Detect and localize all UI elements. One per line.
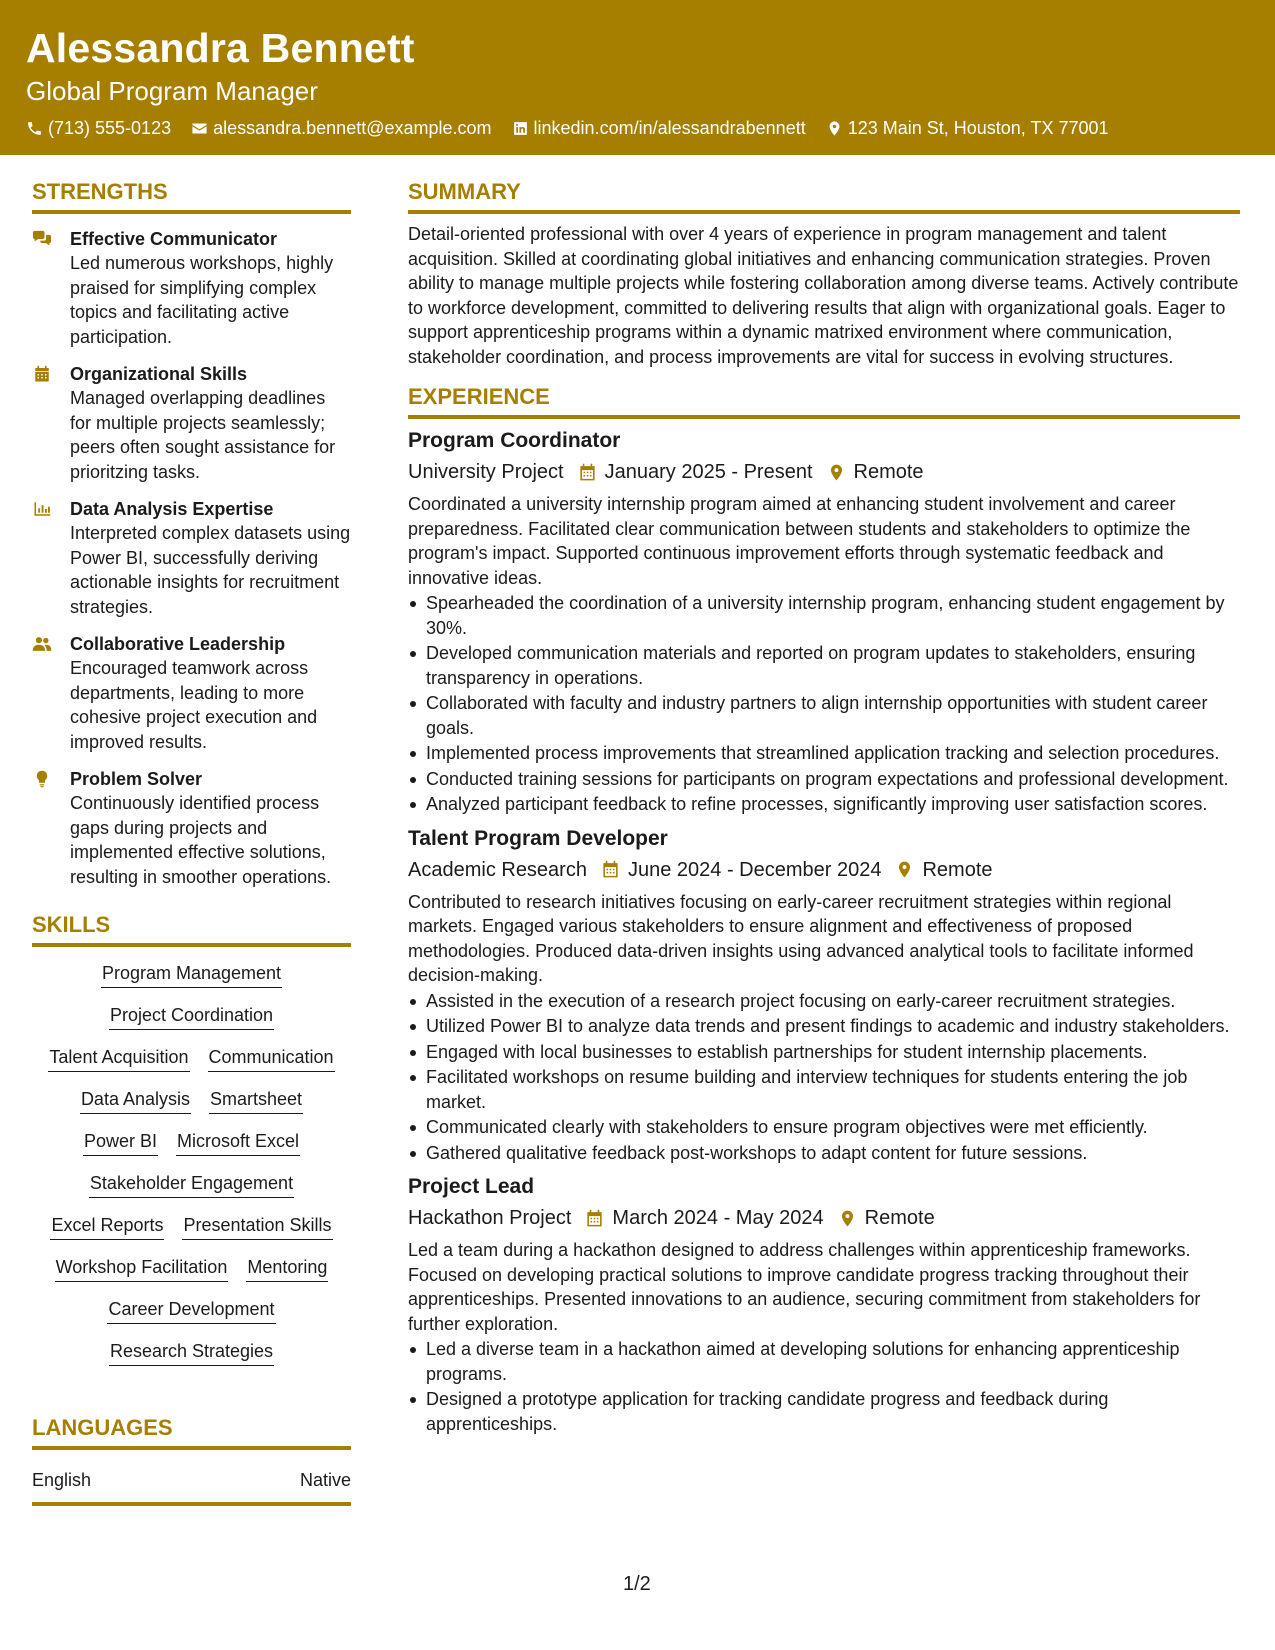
strength-item	[32, 227, 351, 349]
email-text: alessandra.bennett@example.com	[213, 118, 492, 138]
left-column	[32, 178, 351, 1506]
language-row	[32, 1468, 351, 1506]
contact-linkedin[interactable]	[512, 116, 806, 140]
job-dates: June 2024 - December 2024	[627, 858, 882, 881]
job-description: Coordinated a university internship program aimed at enhancing student involvement and career preparedness. Facilitated clear communication between students and stakeholders to optimize the program's impact. Supported continuous improvement efforts through systematic feedback and innovative ideas.	[408, 494, 1191, 588]
job-dates: January 2025 - Present	[604, 461, 813, 483]
languages-heading: LANGUAGES	[32, 1414, 351, 1450]
skill-tag: Mentoring	[246, 1255, 328, 1282]
language-level: Native	[299, 1470, 351, 1490]
strength-title: Organizational Skills	[70, 364, 248, 384]
skill-tag: Research Strategies	[109, 1339, 274, 1366]
comments-icon	[32, 230, 52, 248]
page-number: 1/2	[623, 1573, 651, 1595]
strength-item	[32, 362, 351, 484]
bullet-item: Spearheaded the coordination of a university internship program, enhancing student engagement by 30%.	[408, 591, 1240, 640]
skills-heading: SKILLS	[32, 911, 351, 947]
right-column	[408, 178, 1240, 1437]
calendar-icon	[32, 365, 52, 383]
skill-tag: Career Development	[107, 1297, 275, 1324]
bullet-item: Implemented process improvements that streamlined application tracking and selection procedures.	[408, 741, 1240, 766]
strength-desc: Managed overlapping deadlines for multiple projects seamlessly; peers often sought assistance for prioritzing tasks.	[70, 388, 336, 482]
phone-text: (713) 555-0123	[48, 118, 172, 138]
bullet-item: Developed communication materials and reported on program updates to stakeholders, ensuring transparency in operations.	[408, 641, 1240, 690]
skill-tag: Program Management	[101, 961, 282, 988]
calendar-icon	[578, 463, 597, 482]
strength-desc: Led numerous workshops, highly praised for simplifying complex topics and facilitating active participation.	[70, 253, 334, 347]
address-text: 123 Main St, Houston, TX 77001	[847, 118, 1109, 138]
skill-tag: Smartsheet	[209, 1087, 303, 1114]
bullet-item: Analyzed participant feedback to refine processes, significantly improving user satisfaction scores.	[408, 792, 1240, 817]
map-pin-icon	[826, 120, 843, 137]
job-location: Remote	[922, 858, 993, 881]
job-bullets	[408, 591, 1240, 817]
bullet-item: Conducted training sessions for participants on program expectations and professional development.	[408, 767, 1240, 792]
job-description: Led a team during a hackathon designed to address challenges within apprenticeship frameworks. Focused on developing practical solutions to improve candidate progress tracking throughout their apprenticeships. Presented innovations to an audience, securing commitment from stakeholders for further exploration.	[408, 1240, 1201, 1334]
job-entry	[408, 427, 1240, 817]
skill-tag: Presentation Skills	[182, 1213, 332, 1240]
summary-text: Detail-oriented professional with over 4 years of experience in program management and talent acquisition. Skilled at coordinating global initiatives and enhancing communication strategies. Proven ability to manage multiple projects while fostering collaboration among diverse teams. Actively contribute to workforce development, committed to delivering results that align with organizational goals. Eager to support apprenticeship programs within a dynamic matrixed environment where communication, stakeholder coordination, and process improvements are vital for success in evolving structures.	[408, 224, 1239, 367]
strength-title: Data Analysis Expertise	[70, 499, 274, 519]
candidate-name: Alessandra Bennett	[26, 25, 415, 71]
summary-heading: SUMMARY	[408, 178, 1240, 214]
job-location: Remote	[864, 1207, 935, 1229]
bullet-item: Assisted in the execution of a research project focusing on early-career recruitment strategies.	[408, 989, 1240, 1014]
lightbulb-icon	[32, 770, 52, 788]
bar-chart-icon	[32, 500, 52, 518]
linkedin-text: linkedin.com/in/alessandrabennett	[533, 118, 806, 138]
job-meta	[408, 1204, 1240, 1232]
job-bullets	[408, 1337, 1240, 1436]
map-pin-icon	[838, 1209, 857, 1228]
bullet-item: Led a diverse team in a hackathon aimed at developing solutions for enhancing apprenticeship programs.	[408, 1337, 1240, 1386]
candidate-title: Global Program Manager	[26, 76, 318, 106]
calendar-icon	[601, 860, 620, 879]
job-org: Hackathon Project	[408, 1207, 572, 1229]
job-description: Contributed to research initiatives focusing on early-career recruitment strategies within regional markets. Engaged various stakeholders to ensure alignment and effectiveness of proposed methodologies. Produced data-driven insights using advanced analytical tools to facilitate informed decision-making.	[408, 891, 1194, 985]
bullet-item: Engaged with local businesses to establish partnerships for student internship placements.	[408, 1040, 1240, 1065]
contact-address	[826, 116, 1109, 140]
skill-tag: Workshop Facilitation	[55, 1255, 229, 1282]
map-pin-icon	[895, 860, 914, 879]
linkedin-icon	[512, 120, 529, 137]
envelope-icon	[191, 120, 208, 137]
job-entry	[408, 1173, 1240, 1436]
language-name: English	[32, 1470, 92, 1490]
job-dates: March 2024 - May 2024	[612, 1207, 824, 1229]
skills-list	[32, 961, 351, 1366]
skill-tag: Stakeholder Engagement	[89, 1171, 294, 1198]
strength-title: Effective Communicator	[70, 229, 278, 249]
bullet-item: Collaborated with faculty and industry partners to align internship opportunities with student career goals.	[408, 691, 1240, 740]
skill-tag: Excel Reports	[50, 1213, 164, 1240]
skill-tag: Talent Acquisition	[48, 1045, 189, 1072]
job-location: Remote	[853, 461, 924, 483]
resume-header	[0, 0, 1275, 155]
experience-heading: EXPERIENCE	[408, 383, 1240, 419]
job-title: Talent Program Developer	[408, 826, 668, 850]
skill-tag: Data Analysis	[80, 1087, 191, 1114]
skill-tag: Communication	[208, 1045, 335, 1072]
strength-desc: Continuously identified process gaps during projects and implemented effective solutions, resulting in smoother operations.	[70, 793, 332, 887]
job-meta	[408, 458, 1240, 486]
job-entry	[408, 825, 1240, 1166]
strength-desc: Interpreted complex datasets using Power BI, successfully deriving actionable insights for recruitment strategies.	[70, 523, 351, 617]
bullet-item: Gathered qualitative feedback post-workshops to adapt content for future sessions.	[408, 1141, 1240, 1166]
users-icon	[32, 635, 52, 653]
contact-email[interactable]	[191, 116, 491, 140]
strength-item	[32, 632, 351, 754]
job-bullets	[408, 989, 1240, 1166]
map-pin-icon	[827, 463, 846, 482]
strength-desc: Encouraged teamwork across departments, leading to more cohesive project execution and improved results.	[70, 658, 318, 752]
bullet-item: Designed a prototype application for tracking candidate progress and feedback during apprenticeships.	[408, 1387, 1240, 1436]
skill-tag: Microsoft Excel	[176, 1129, 300, 1156]
strength-item	[32, 767, 351, 889]
job-title: Project Lead	[408, 1175, 535, 1198]
bullet-item: Facilitated workshops on resume building and interview techniques for students entering the job market.	[408, 1065, 1240, 1114]
skill-tag: Project Coordination	[109, 1003, 274, 1030]
contact-bar	[26, 116, 1249, 140]
strength-title: Problem Solver	[70, 769, 203, 789]
job-org: Academic Research	[408, 858, 587, 881]
strength-item	[32, 497, 351, 619]
contact-phone[interactable]	[26, 116, 171, 140]
job-meta	[408, 856, 1240, 884]
bullet-item: Utilized Power BI to analyze data trends and present findings to academic and industry stakeholders.	[408, 1014, 1240, 1039]
calendar-icon	[585, 1209, 604, 1228]
skill-tag: Power BI	[83, 1129, 158, 1156]
bullet-item: Communicated clearly with stakeholders to ensure program objectives were met efficiently.	[408, 1115, 1240, 1140]
job-org: University Project	[408, 461, 564, 483]
job-title: Program Coordinator	[408, 429, 621, 452]
phone-icon	[26, 120, 43, 137]
strengths-heading: STRENGTHS	[32, 178, 351, 214]
strength-title: Collaborative Leadership	[70, 634, 286, 654]
